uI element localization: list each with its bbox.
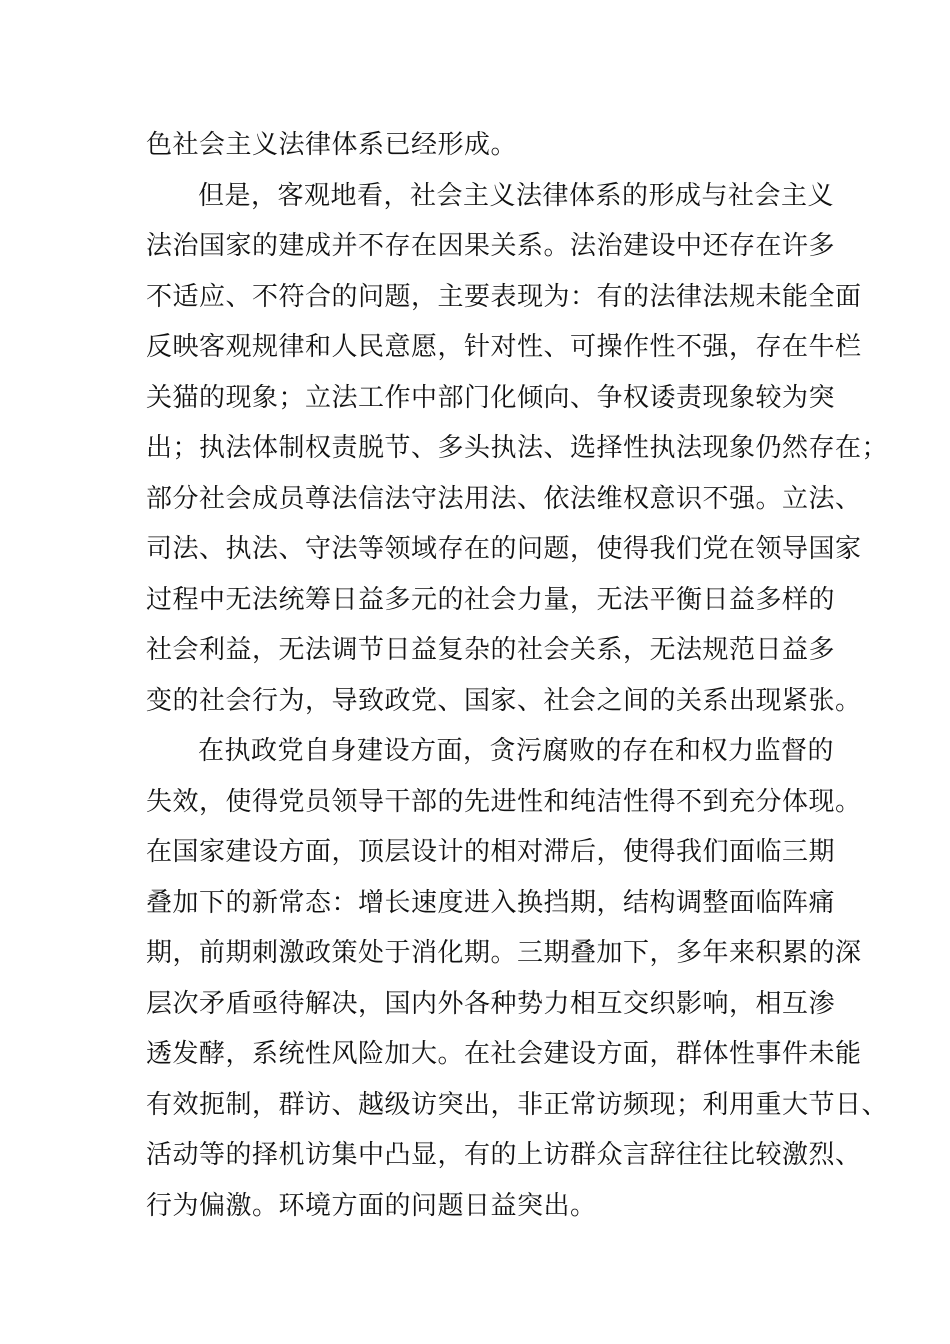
text-line: 失效，使得党员领导干部的先进性和纯洁性得不到充分体现。 — [146, 786, 862, 817]
text-line: 出；执法体制权责脱节、多头执法、选择性执法现象仍然存在； — [146, 433, 889, 463]
text-line: 期，前期刺激政策处于消化期。三期叠加下，多年来积累的深 — [146, 938, 862, 968]
text-line: 活动等的择机访集中凸显，有的上访群众言辞往往比较激烈、 — [146, 1140, 862, 1170]
text-line: 司法、执法、守法等领域存在的问题，使得我们党在领导国家 — [146, 534, 862, 564]
text-line: 叠加下的新常态：增长速度进入换挡期，结构调整面临阵痛 — [146, 887, 836, 918]
paragraph-first-line: 但是，客观地看，社会主义法律体系的形成与社会主义 — [198, 180, 835, 211]
text-line: 行为偏激。环境方面的问题日益突出。 — [146, 1190, 597, 1221]
text-line: 有效扼制，群访、越级访突出，非正常访频现；利用重大节日、 — [146, 1089, 889, 1120]
text-line: 法治国家的建成并不存在因果关系。法治建设中还存在许多 — [146, 231, 836, 261]
text-line: 色社会主义法律体系已经形成。 — [146, 130, 518, 160]
body-text — [146, 120, 889, 1231]
paragraph-first-line: 在执政党自身建设方面，贪污腐败的存在和权力监督的 — [198, 736, 835, 766]
text-line: 变的社会行为，导致政党、国家、社会之间的关系出现紧张。 — [146, 685, 862, 716]
text-line: 层次矛盾亟待解决，国内外各种势力相互交织影响，相互渗 — [146, 988, 836, 1019]
text-line: 部分社会成员尊法信法守法用法、依法维权意识不强。立法、 — [146, 483, 862, 514]
text-line: 过程中无法统筹日益多元的社会力量，无法平衡日益多样的 — [146, 584, 836, 615]
text-line: 关猫的现象；立法工作中部门化倾向、争权诿责现象较为突 — [146, 382, 836, 413]
text-line: 透发酵，系统性风险加大。在社会建设方面，群体性事件未能 — [146, 1039, 862, 1069]
text-line: 社会利益，无法调节日益复杂的社会关系，无法规范日益多 — [146, 635, 836, 665]
text-line: 在国家建设方面，顶层设计的相对滞后，使得我们面临三期 — [146, 837, 836, 867]
text-line: 反映客观规律和人民意愿，针对性、可操作性不强，存在牛栏 — [146, 332, 862, 362]
text-line: 不适应、不符合的问题，主要表现为：有的法律法规未能全面 — [146, 281, 862, 312]
